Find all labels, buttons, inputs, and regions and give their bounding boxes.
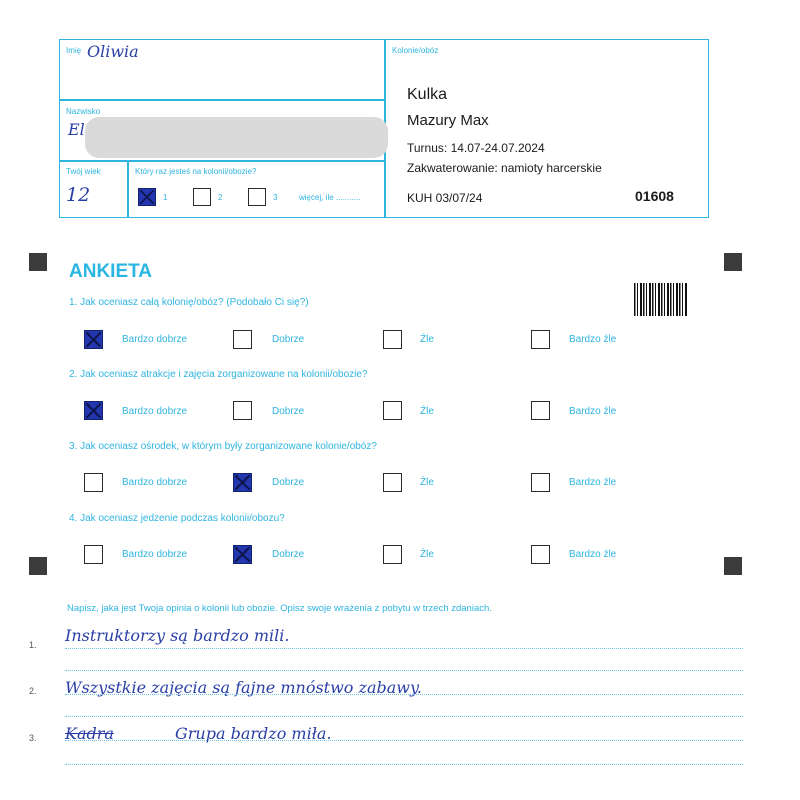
wiek-label: Twój wiek xyxy=(66,167,101,176)
option-label: Źle xyxy=(420,334,434,345)
option-label: Bardzo źle xyxy=(569,549,617,560)
option-label: Bardzo źle xyxy=(569,334,617,345)
registration-marker xyxy=(29,253,47,271)
imie-label: Imię xyxy=(66,46,82,55)
wiek-value[interactable]: 12 xyxy=(66,184,91,206)
wiecej-label: więcej, ile ........... xyxy=(299,193,361,202)
q2-bardzo-dobrze-checkbox[interactable] xyxy=(84,401,103,420)
header-divider xyxy=(59,160,385,162)
writing-line xyxy=(65,694,743,695)
option-label: Dobrze xyxy=(272,549,305,560)
q1-bardzo-dobrze-checkbox[interactable] xyxy=(84,330,103,349)
camp-label: Kolonie/obóz xyxy=(392,46,439,55)
option-label: Bardzo dobrze xyxy=(122,406,188,417)
writing-line xyxy=(65,716,743,717)
question-text: 3. Jak oceniasz ośrodek, w którym były zorganizowane kolonie/obóz? xyxy=(69,441,377,452)
question-text: 4. Jak oceniasz jedzenie podczas kolonii/obozu? xyxy=(69,513,285,524)
struck-word: Kadra xyxy=(65,724,114,743)
writing-line xyxy=(65,648,743,649)
q4-bardzo-zle-checkbox[interactable] xyxy=(531,545,550,564)
q3-bardzo-zle-checkbox[interactable] xyxy=(531,473,550,492)
q4-dobrze-checkbox[interactable] xyxy=(233,545,252,564)
writing-line xyxy=(65,670,743,671)
option-label: Dobrze xyxy=(272,477,305,488)
option-label: Źle xyxy=(420,477,434,488)
camp-program: Mazury Max xyxy=(407,112,489,129)
opinion-line-3[interactable]: Grupa bardzo miła. xyxy=(175,724,332,743)
imie-value[interactable]: Oliwia xyxy=(87,42,139,61)
visit-3-checkbox[interactable] xyxy=(248,188,266,206)
option-label: Bardzo źle xyxy=(569,406,617,417)
q1-zle-checkbox[interactable] xyxy=(383,330,402,349)
opinion-line-2[interactable]: Wszystkie zajęcia są fajne mnóstwo zabawy. xyxy=(65,678,422,697)
redaction-bar xyxy=(85,117,388,158)
question-text: 2. Jak oceniasz atrakcje i zajęcia zorganizowane na kolonii/obozie? xyxy=(69,369,368,380)
writing-line xyxy=(65,764,743,765)
q3-bardzo-dobrze-checkbox[interactable] xyxy=(84,473,103,492)
opinion-line-1[interactable]: Instruktorzy są bardzo mili. xyxy=(65,626,290,645)
q3-dobrze-checkbox[interactable] xyxy=(233,473,252,492)
option-label: Bardzo dobrze xyxy=(122,549,188,560)
q2-dobrze-checkbox[interactable] xyxy=(233,401,252,420)
visit-option-label: 2 xyxy=(218,193,223,202)
q2-bardzo-zle-checkbox[interactable] xyxy=(531,401,550,420)
camp-turnus: Turnus: 14.07-24.07.2024 xyxy=(407,141,545,155)
line-number: 1. xyxy=(29,640,37,650)
option-label: Źle xyxy=(420,406,434,417)
q4-bardzo-dobrze-checkbox[interactable] xyxy=(84,545,103,564)
q4-zle-checkbox[interactable] xyxy=(383,545,402,564)
barcode xyxy=(634,283,688,316)
option-label: Bardzo dobrze xyxy=(122,334,188,345)
survey-title: ANKIETA xyxy=(69,261,153,282)
option-label: Dobrze xyxy=(272,334,305,345)
question-text: 1. Jak oceniasz całą kolonię/obóz? (Podobało Ci się?) xyxy=(69,297,309,308)
option-label: Źle xyxy=(420,549,434,560)
line-number: 2. xyxy=(29,686,37,696)
writing-line xyxy=(65,740,743,741)
registration-marker xyxy=(724,253,742,271)
line-number: 3. xyxy=(29,733,37,743)
nazwisko-value[interactable]: El xyxy=(68,120,85,139)
camp-code: KUH 03/07/24 xyxy=(407,191,483,205)
nazwisko-label: Nazwisko xyxy=(66,107,101,116)
opinion-prompt: Napisz, jaka jest Twoja opinia o kolonii lub obozie. Opisz swoje wrażenia z pobytu w trzech zdaniach. xyxy=(67,603,492,614)
ktory-raz-label: Który raz jesteś na kolonii/obozie? xyxy=(135,167,257,176)
q3-zle-checkbox[interactable] xyxy=(383,473,402,492)
q1-dobrze-checkbox[interactable] xyxy=(233,330,252,349)
q2-zle-checkbox[interactable] xyxy=(383,401,402,420)
visit-option-label: 1 xyxy=(163,193,168,202)
registration-marker xyxy=(724,557,742,575)
option-label: Bardzo źle xyxy=(569,477,617,488)
camp-name: Kulka xyxy=(407,86,448,103)
header-divider xyxy=(127,160,129,218)
option-label: Bardzo dobrze xyxy=(122,477,188,488)
visit-option-label: 3 xyxy=(273,193,278,202)
header-divider xyxy=(59,99,385,101)
camp-accommodation: Zakwaterowanie: namioty harcerskie xyxy=(407,161,602,175)
visit-2-checkbox[interactable] xyxy=(193,188,211,206)
visit-1-checkbox[interactable] xyxy=(138,188,156,206)
registration-marker xyxy=(29,557,47,575)
option-label: Dobrze xyxy=(272,406,305,417)
q1-bardzo-zle-checkbox[interactable] xyxy=(531,330,550,349)
form-number: 01608 xyxy=(635,188,674,204)
